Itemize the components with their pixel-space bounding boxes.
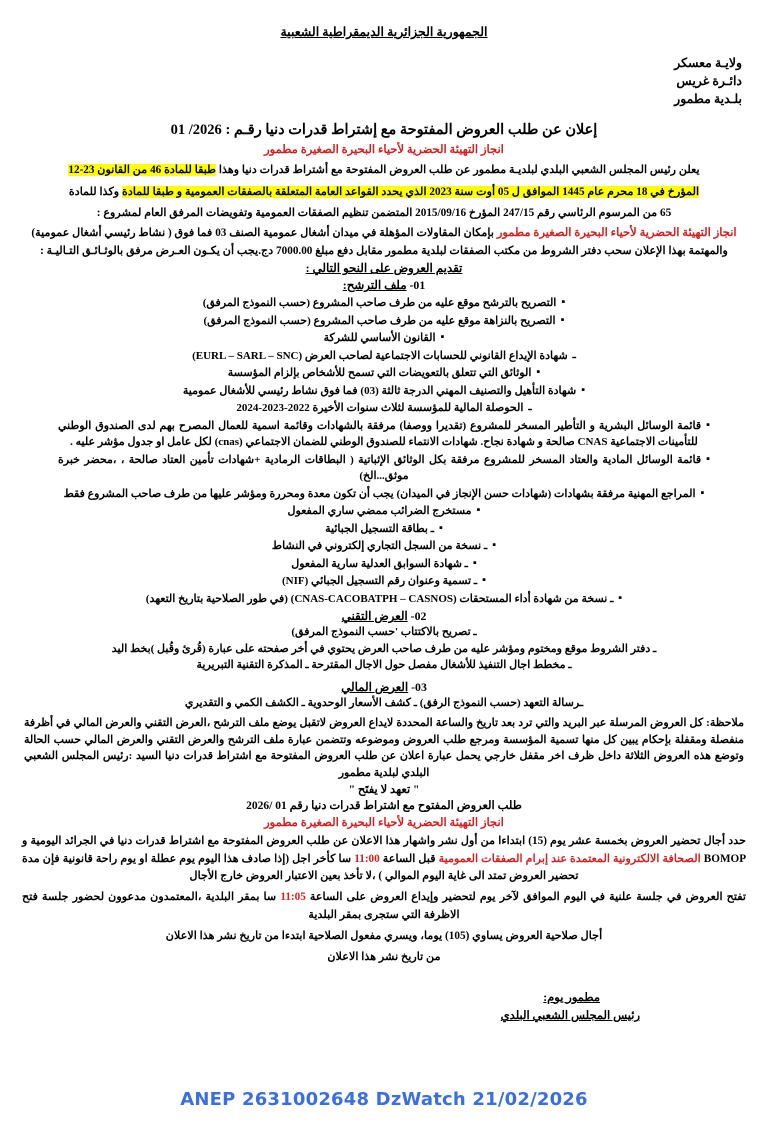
bullet-icon: ▪	[706, 452, 711, 465]
list-item-text: قائمة الوسائل المادية والعتاد المسخر للمشروع مرفقة بكل الوثائق الإثباتية ( البطاقات الرمادية +شهادات تأمين العتاد صالحة ، ،محضر خبرة موثق...الخ)	[58, 453, 702, 483]
section-02-label: العرض التقني	[341, 609, 408, 624]
signature-signer-title: رئيس المجلس الشعبي البلدي	[500, 1010, 640, 1023]
section-03-number: 03-	[411, 679, 427, 694]
list-item	[18, 555, 750, 573]
lead-part1: يعلن رئيس المجلس الشعبي البلدي لبلديـة مطمور عن طلب العروض المفتوحة مع أشتراط قدرات دنيا وهذا	[218, 164, 700, 177]
list-item-text: ـ نسخة من السجل التجاري إلكتروني في النشاط	[271, 540, 488, 553]
list-item-text: ـ شهادة السوابق العدلية سارية المفعول	[291, 557, 468, 570]
list-item-text: التصريح بالنزاهة موقع عليه من طرف صاحب المشروع (حسب النموذج المرفق)	[203, 314, 556, 327]
lead-paragraph	[18, 162, 750, 179]
list-item	[18, 485, 750, 503]
list-item	[18, 572, 750, 590]
list-item-text: الحوصلة المالية للمؤسسة لثلاث سنوات الأخيرة 2022-2023-2024	[236, 402, 524, 415]
section-01-label: ملف الترشح:	[342, 278, 407, 293]
list-item-text: الوثائق التي تتعلق بالتعويضات التي تسمح للأشخاص بإلزام المؤسسة	[227, 367, 532, 380]
validity-line-tail: من تاريخ نشر هذا الاعلان	[327, 951, 441, 964]
section-heading-01	[18, 278, 750, 293]
list-item	[18, 399, 750, 417]
signature-block	[18, 989, 750, 1026]
section-01-number: 01-	[409, 278, 426, 293]
signature-place-day: مطمور يوم:	[543, 991, 600, 1004]
project-title-red-2	[18, 225, 750, 260]
deadline-line1: حدد أجال تحضير العروض بخمسة عشر يوم (15) ابتداءا من أول نشر واشهار هذا الاعلان عن طلب العروض المفتوحة مع اشتراط قدرات دنيا في الجرائد اليومية و BOMOP	[22, 835, 747, 865]
bullet-icon: ▪	[438, 521, 443, 534]
wilaya-label: ولايـة معسكر	[674, 56, 742, 70]
list-item	[18, 347, 750, 365]
deadline-paragraph	[18, 833, 750, 885]
lead-highlight-1: طبقا للمادة 46 من القانون 23-12	[68, 164, 217, 177]
lead-paragraph-2	[18, 184, 750, 201]
list-item-text: شهادة الإيداع القانوني للحسابات الاجتماعية لصاحب العرض (EURL – SARL – SNC)	[192, 349, 568, 362]
anep-footer: ANEP 2631002648 DzWatch 21/02/2026	[180, 1089, 588, 1110]
list-item	[18, 329, 750, 347]
opening-time-value: 11:00	[354, 852, 380, 865]
administrative-header	[18, 54, 750, 108]
lead-highlight-2: المؤرخ في 18 محرم عام 1445 الموافق ل 05 أوت سنة 2023 الذي يحدد القواعد العامة المتعلقة بالصفقات العمومية و طبقا للمادة	[122, 185, 700, 198]
list-item	[18, 417, 750, 451]
bullet-icon: ▪	[536, 366, 541, 379]
note-label: ملاحظة:	[706, 717, 745, 730]
section-02-item-1: ـ تصريح بالاكتتاب 'حسب النموذج المرفق)	[291, 626, 477, 639]
republic-heading: الجمهورية الجزائرية الديمقراطية الشعبية	[280, 25, 488, 39]
lead-paragraph-3: 65 من المرسوم الرئاسي رقم 247/15 المؤرخ 2015/09/16 المتضمن تنظيم الصفقات العمومية وتفويضات المرفق العام لمشروع :	[96, 207, 672, 220]
note-text: كل العروض المرسلة عبر البريد والتي ترد بعد تاريخ والساعة المحددة لايداع العروض لاتقبل يوضع ملف الترشح ،العرض التقني والعرض المالي في أظرفة منفصلة ومقفلة بإحكام يبين كل منها تسمية المؤسسة ومرجع طلب العروض وموضوعه وتتضمن عبارة ملف الترشح والعرض التقني والعرض المالي حسب الحالة وتوضع هذه العروض الثلاثة داخل ظرف اخر مقفل خارجي يحمل عبارة اعلان عن طلب العروض المفتوحة مع اشتراط قدرات دنيا السيد :رئيس المجلس الشعبي البلدي لبلدية مطمور	[24, 717, 744, 779]
list-item	[18, 382, 750, 400]
list-item	[18, 520, 750, 538]
bullet-icon: ▪	[492, 539, 497, 552]
section-heading-02	[18, 609, 750, 624]
list-item	[18, 590, 750, 608]
submission-method-heading: تقديم العروض على النحو التالي :	[305, 261, 463, 276]
list-item-text: ـ نسخة من شهادة أداء المستحقات (CNAS-CACOBATPH – CASNOS) (في طور الصلاحية بتاريخ التعهد)	[145, 592, 614, 605]
bullet-icon: ▪	[472, 556, 477, 569]
section-02-item-3: ـ مخطط اجال التنفيذ للأشغال مفصل حول الاجال المقترحة ـ المذكرة التقنية التبريرية	[196, 659, 572, 672]
lead-part2-tail: وكذا للمادة	[68, 185, 120, 198]
announcement-number: 01 /2026	[170, 122, 222, 139]
project-conditions-text: بإمكان المقاولات المؤهلة في ميدان أشغال عمومية الصنف 03 فما فوق ( نشاط رئيسي أشغال عمومية) والمهتمة بهذا الإعلان سحب دفتر الشروط من مكتب الصفقات لبلدية مطمور مقابل دفع مبلغ 7000.00 دج.يجب أن يكـون العـرض مرفق بالوثـائـق التـاليـة :	[31, 227, 728, 257]
before-time-label: قبل الساعة	[382, 852, 436, 865]
project-title-red-3: انجاز التهيئة الحضرية لأحياء البحيرة الصغيرة مطمور	[264, 817, 504, 830]
list-item-text: ـ بطاقة التسجيل الجبائية	[325, 522, 434, 535]
list-item-text: المراجع المهنية مرفقة بشهادات (شهادات حسن الإنجاز في الميدان) يجب أن تكون معدة ومحررة ومؤشر عليها من طرف صاحب المشروع فقط	[63, 487, 696, 500]
bullet-icon: ▪	[561, 296, 566, 309]
section-02-item-2: ـ دفتر الشروط موقع ومختوم ومؤشر عليه من طرف صاحب العرض يحتوي في أخر صفحته على عبارة (قُرئ وقُبل )بخط اليد	[111, 642, 657, 655]
electronic-press-red: الصحافة الالكترونية المعتمدة عند إبرام الصفقات العمومية	[438, 852, 701, 865]
project-red-label: انجاز التهيئة الحضرية لأحياء البحيرة الصغيرة مطمور	[496, 227, 737, 240]
section-01-document-list	[18, 294, 750, 607]
note-paragraph	[18, 715, 750, 781]
section-03-label: العرض المالي	[341, 679, 409, 694]
daira-label: دائـرة غريس	[676, 74, 742, 89]
list-item	[18, 364, 750, 382]
announcement-title-text: إعلان عن طلب العروض المفتوحة مع إشتراط قدرات دنيا رقـم :	[225, 122, 598, 139]
validity-line: أجال صلاحية العروض يساوي (105) يوما، ويسري مفعول الصلاحية ابتدءا من تاريخ نشر هذا الاعلان	[165, 929, 603, 942]
bullet-icon: ▪	[618, 591, 623, 604]
session-paragraph	[18, 889, 750, 924]
bullet-icon: ـ	[572, 348, 576, 361]
sealed-envelope-quote: " تعهد لا يفتَح "	[348, 784, 420, 797]
deadline-line1-tail: سا كأخر اجل (إذا صادف هذا اليوم يوم عطلة او يوم راحة قانونية فإن مدة تحضير العروض تمتد الى غاية اليوم الموالي ) ،لا تأخذ بعين الاعتبار العروض خارج الأجال	[22, 852, 579, 882]
list-item-text: التصريح بالترشح موقع عليه من طرف صاحب المشروع (حسب النموذج المرفق)	[202, 297, 557, 310]
list-item-text: مستخرج الضرائب ممضي ساري المفعول	[287, 505, 472, 518]
list-item	[18, 537, 750, 555]
bullet-icon: ▪	[440, 331, 445, 344]
bullet-icon: ▪	[476, 504, 481, 517]
bullet-icon: ـ	[528, 401, 532, 414]
list-item-text: القانون الأساسي للشركة	[323, 332, 436, 345]
section-02-number: 02-	[410, 609, 427, 624]
list-item-text: شهادة التأهيل والتصنيف المهني الدرجة ثالثة (03) فما فوق نشاط رئيسي للأشغال عمومية	[182, 384, 577, 397]
list-item	[18, 294, 750, 312]
section-03-item-1: ـرسالة التعهد (حسب النموذج الرفق) ـ كشف الأسعار الوحدوية ـ الكشف الكمي و التقديري	[184, 696, 584, 709]
project-title-red: انجاز التهيئة الحضرية لأحياء البحيرة الصغيرة مطمور	[264, 144, 504, 157]
bullet-icon: ▪	[700, 486, 705, 499]
bullet-icon: ▪	[560, 313, 565, 326]
list-item-text: قائمة الوسائل البشرية و التأطير المسخر للمشروع (تقديرا ووصفا) مرفقة بالشهادات وقائمة اسمية للعمال المصرح بهم لدى الصندوق الوطني للتأمينات الاجتماعية CNAS صالحة و شهادة نجاح. شهادات الانتماء للصندوق الوطني للضمان الاجتماعي (cnas) لكل عامل او جدول مؤشر عليه .	[58, 419, 702, 449]
baladia-label: بلـدية مطمور	[674, 92, 742, 107]
list-item	[18, 451, 750, 485]
tender-recall-line: طلب العروض المفتوح مع اشتراط قدرات دنيا رقم 01 /2026	[246, 800, 522, 813]
session-line-a: تفتح العروض في جلسة علنية في اليوم الموافق لآخر يوم لتحضير وإيداع العروض على الساعة	[309, 891, 746, 904]
page-title	[18, 122, 750, 139]
list-item	[18, 502, 750, 520]
bullet-icon: ▪	[581, 383, 586, 396]
list-item-text: ـ تسمية وعنوان رقم التسجيل الجبائي (NIF)	[282, 575, 478, 588]
section-heading-03	[18, 680, 750, 695]
session-line-b: سا بمقر البلدية ،المعتمدون مدعوون لحضور جلسة فتح الاظرفة التي ستجرى بمقر البلدية	[22, 891, 460, 921]
bullet-icon: ▪	[706, 418, 710, 431]
bullet-icon: ▪	[482, 574, 486, 587]
session-time-value: 11:05	[280, 891, 306, 904]
list-item	[18, 312, 750, 330]
